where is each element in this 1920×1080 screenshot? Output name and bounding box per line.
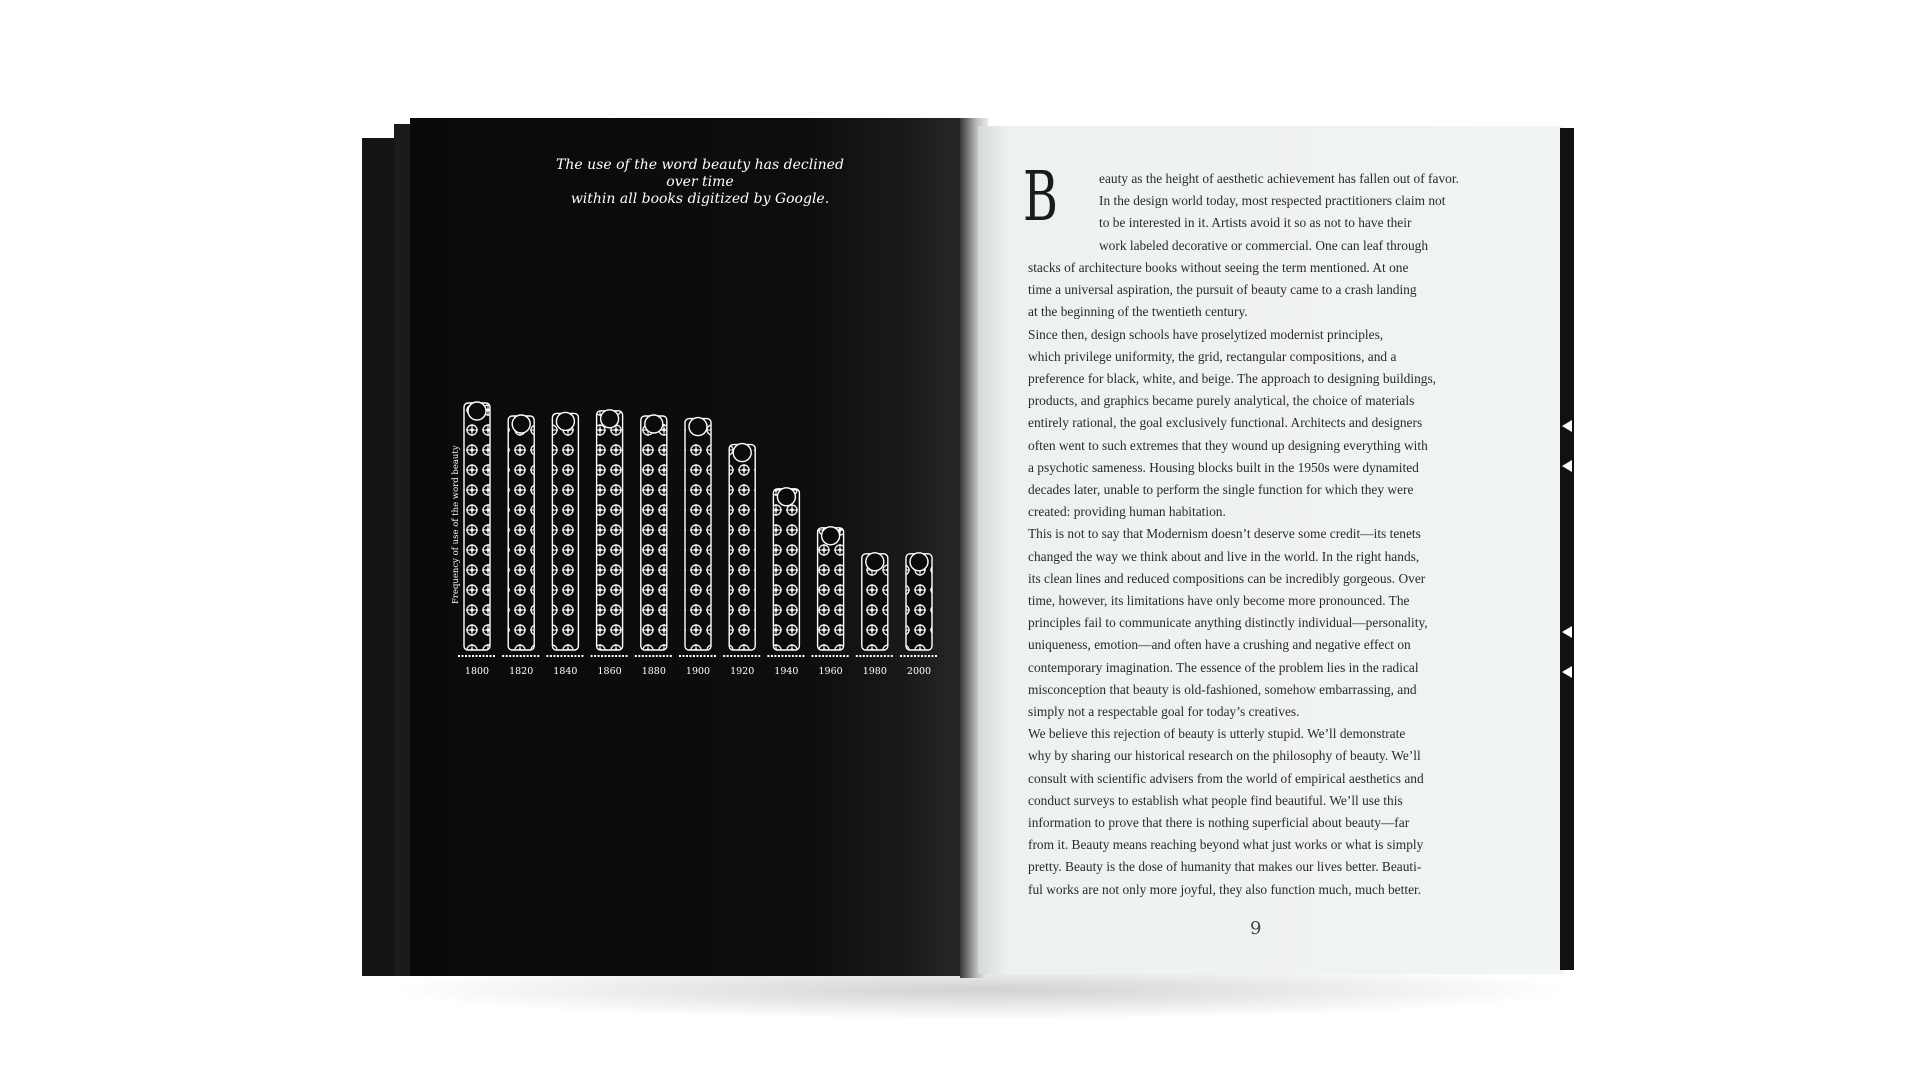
text-line: to be interested in it. Artists avoid it so as not to have their (1099, 215, 1412, 231)
text-line: information to prove that there is nothing superficial about beauty—far (1028, 815, 1410, 831)
bar-1860 (597, 411, 623, 650)
bar-1840 (552, 413, 578, 650)
bar-cap-1940 (777, 488, 795, 506)
bar-1920 (729, 445, 755, 650)
x-tick-label: 1960 (818, 666, 843, 677)
bar-cap-1860 (601, 410, 619, 428)
text-line: entirely rational, the goal exclusively functional. Architects and designers (1028, 415, 1423, 431)
drop-cap: B (1023, 158, 1058, 237)
x-tick-label: 1860 (597, 666, 622, 677)
bar-cap-1880 (645, 415, 663, 433)
text-line: uniqueness, emotion—and often have a crushing and negative effect on (1028, 637, 1411, 653)
text-line: ful works are not only more joyful, they also function much, much better. (1028, 881, 1422, 897)
text-line: stacks of architecture books without seeing the term mentioned. At one (1028, 260, 1409, 275)
text-line: its clean lines and reduced compositions can be incredibly gorgeous. Over (1028, 570, 1426, 586)
bar-1960 (818, 528, 844, 650)
chart-title-line-1: The use of the word beauty has declined over time (556, 157, 844, 190)
text-line: decades later, unable to perform the single function for which they were (1028, 482, 1414, 498)
opening-paragraph-lines (1099, 168, 1459, 257)
bar-1800 (464, 403, 490, 650)
x-tick-label: 2000 (906, 666, 932, 677)
bar-cap-1960 (822, 527, 840, 545)
text-line: eauty as the height of aesthetic achievement has fallen out of favor. (1099, 171, 1459, 186)
x-tick-label: 1800 (464, 666, 490, 677)
page-number: 9 (1250, 918, 1262, 939)
text-line: work labeled decorative or commercial. One can leaf through (1099, 237, 1429, 253)
x-tick-label: 1940 (774, 666, 799, 677)
bar-cap-1800 (468, 402, 486, 420)
text-line: a psychotic sameness. Housing blocks built in the 1950s were dynamited (1028, 459, 1419, 475)
page-edge-marks (1562, 410, 1578, 690)
text-line: This is not to say that Modernism doesn’t deserve some credit—its tenets (1028, 526, 1421, 542)
text-line: contemporary imagination. The essence of the problem lies in the radical (1028, 659, 1419, 675)
text-line: Since then, design schools have proselytized modernist principles, (1028, 326, 1384, 342)
x-tick-label: 1980 (862, 666, 887, 677)
text-line: which privilege uniformity, the grid, rectangular compositions, and a (1028, 348, 1397, 364)
bar-cap-1820 (512, 415, 530, 433)
text-line: conduct surveys to establish what people find beautiful. We’ll use this (1028, 792, 1403, 808)
x-tick-label: 1900 (685, 666, 711, 677)
text-line: created: providing human habitation. (1028, 504, 1226, 520)
text-line: changed the way we think about and live in the world. In the right hands, (1028, 548, 1420, 564)
bar-1820 (508, 416, 534, 650)
text-line: preference for black, white, and beige. The approach to designing buildings, (1028, 371, 1437, 387)
bar-cap-1920 (733, 444, 751, 462)
text-line: We believe this rejection of beauty is utterly stupid. We’ll demonstrate (1028, 726, 1406, 742)
text-line: simply not a respectable goal for today’s creatives. (1028, 704, 1300, 720)
bar-cap-2000 (910, 553, 928, 571)
x-tick-label: 1840 (553, 666, 578, 677)
bar-1900 (685, 419, 711, 650)
chart-title-line-2: within all books digitized by Google. (570, 191, 830, 207)
text-line: consult with scientific advisers from the world of empirical aesthetics and (1028, 770, 1424, 786)
text-line: pretty. Beauty is the dose of humanity that makes our lives better. Beauti- (1028, 859, 1422, 875)
bar-cap-1840 (556, 412, 574, 430)
text-line: time a universal aspiration, the pursuit of beauty came to a crash landing (1028, 282, 1417, 298)
bar-cap-1900 (689, 418, 707, 436)
chart-y-axis-label: Frequency of use of the word beauty (451, 445, 461, 604)
text-line: In the design world today, most respected practitioners claim not (1099, 193, 1446, 209)
text-line: time, however, its limitations have only become more pronounced. The (1028, 593, 1410, 609)
text-line: at the beginning of the twentieth century. (1028, 304, 1248, 320)
text-line: from it. Beauty means reaching beyond what just works or what is simply (1028, 837, 1424, 853)
text-line: products, and graphics became purely analytical, the choice of materials (1028, 393, 1415, 409)
text-line: often went to such extremes that they wound up designing everything with (1028, 437, 1428, 453)
text-line: misconception that beauty is old-fashioned, somehow embarrassing, and (1028, 681, 1417, 697)
bar-cap-1980 (866, 553, 884, 571)
bar-1880 (641, 416, 667, 650)
body-text (1028, 257, 1436, 901)
x-tick-label: 1920 (730, 666, 755, 677)
text-line: why by sharing our historical research on the philosophy of beauty. We’ll (1028, 748, 1421, 764)
x-tick-label: 1820 (509, 666, 534, 677)
text-line: principles fail to communicate anything distinctly individual—personality, (1028, 615, 1428, 631)
bar-1940 (773, 489, 799, 650)
x-tick-label: 1880 (641, 666, 666, 677)
